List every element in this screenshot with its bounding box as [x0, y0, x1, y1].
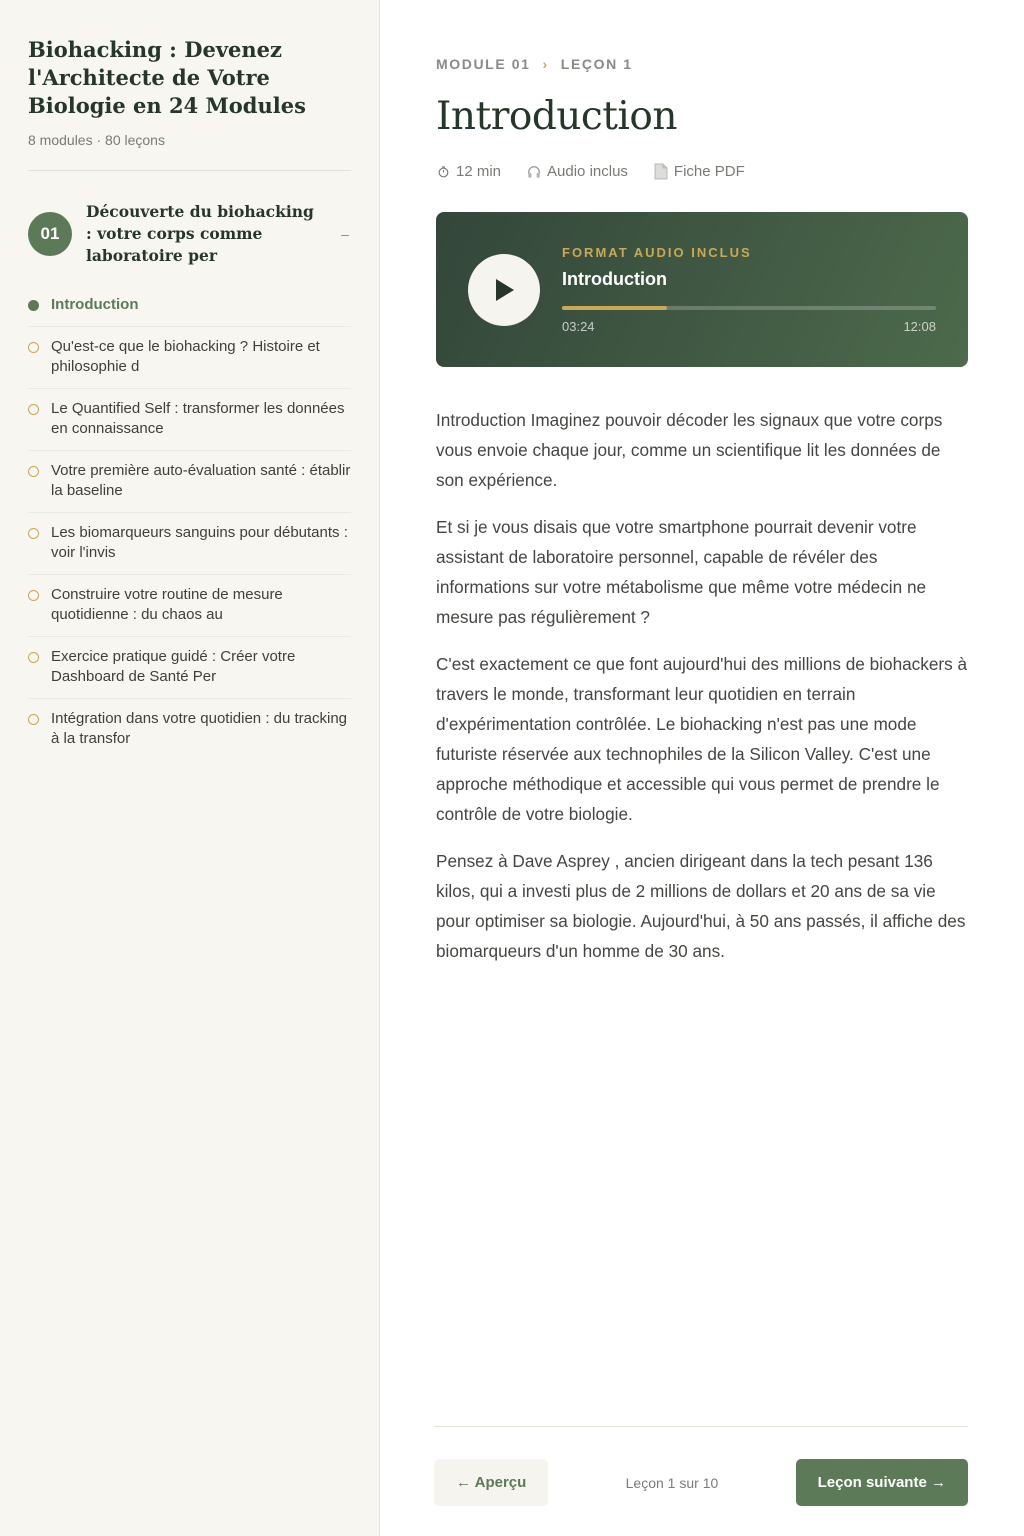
- document-icon: [654, 164, 668, 180]
- next-lesson-button[interactable]: Leçon suivante →: [796, 1459, 968, 1506]
- lesson-status-dot-icon: [28, 404, 39, 415]
- lesson-status-dot-icon: [28, 342, 39, 353]
- lesson-status-dot-icon: [28, 590, 39, 601]
- play-icon: [492, 277, 516, 303]
- lesson-status-dot-icon: [28, 528, 39, 539]
- audio-total-time: 12:08: [903, 319, 936, 334]
- lesson-status-dot-icon: [28, 466, 39, 477]
- lesson-status-dot-icon: [28, 300, 39, 311]
- lesson-counter: Leçon 1 sur 10: [625, 1474, 719, 1491]
- sidebar-lesson-item[interactable]: [28, 513, 351, 575]
- lesson-meta: [436, 163, 968, 180]
- lesson-navigation: [434, 1426, 968, 1536]
- pdf-meta[interactable]: [654, 163, 745, 180]
- sidebar-lesson-item[interactable]: [28, 451, 351, 513]
- audio-player: [436, 212, 968, 367]
- lesson-label: Les biomarqueurs sanguins pour débutants : voir l'invis: [51, 524, 348, 561]
- breadcrumb-lesson: LEÇON 1: [560, 56, 633, 72]
- previous-lesson-button[interactable]: ← Aperçu: [434, 1459, 548, 1506]
- lesson-label: Votre première auto-évaluation santé : établir la baseline: [51, 462, 351, 499]
- duration-text: 12 min: [456, 163, 502, 180]
- breadcrumb: [436, 56, 968, 72]
- module-title: Découverte du biohacking : votre corps comme laboratoire per: [86, 202, 314, 265]
- audio-progress-bar[interactable]: [562, 306, 936, 310]
- duration-meta: [436, 163, 501, 180]
- lesson-label: Qu'est-ce que le biohacking ? Histoire et philosophie d: [51, 338, 320, 375]
- audio-kicker: FORMAT AUDIO INCLUS: [562, 245, 752, 260]
- collapse-icon[interactable]: –: [341, 226, 349, 242]
- lesson-list: [28, 285, 351, 760]
- lesson-paragraph: Pensez à Dave Asprey , ancien dirigeant dans la tech pesant 136 kilos, qui a investi plus de 2 millions de dollars et 20 ans de sa vie pour optimiser sa biologie. Aujourd'hui, à 50 ans passés, il affiche des biomarqueurs d'un homme de 30 ans.: [436, 851, 966, 961]
- lesson-paragraph: Introduction Imaginez pouvoir décoder les signaux que votre corps vous envoie chaque jour, comme un scientifique lit les données de son expérience.: [436, 410, 943, 490]
- headphones-icon: [527, 164, 541, 180]
- lesson-body: [436, 405, 968, 966]
- audio-title: Introduction: [562, 269, 667, 289]
- audio-included-text: Audio inclus: [547, 163, 628, 180]
- audio-info: [562, 245, 936, 334]
- sidebar-lesson-introduction[interactable]: [28, 285, 351, 327]
- sidebar-divider: [28, 170, 351, 171]
- module-number-badge: 01: [28, 212, 72, 256]
- lesson-status-dot-icon: [28, 652, 39, 663]
- pdf-sheet-text: Fiche PDF: [673, 163, 745, 180]
- audio-meta: [527, 163, 628, 180]
- course-meta: 8 modules · 80 leçons: [28, 132, 165, 148]
- breadcrumb-module[interactable]: MODULE 01: [436, 56, 531, 72]
- sidebar: [0, 0, 380, 1536]
- lesson-paragraph: Et si je vous disais que votre smartphone pourrait devenir votre assistant de laboratoire personnel, capable de révéler des informations sur votre métabolisme que même votre médecin ne mesure pas régulièrement ?: [436, 517, 927, 627]
- sidebar-lesson-item[interactable]: [28, 389, 351, 451]
- timer-icon: [436, 164, 450, 180]
- module-header[interactable]: [28, 201, 351, 267]
- sidebar-lesson-item[interactable]: [28, 637, 351, 699]
- page-title: Introduction: [436, 94, 677, 139]
- lesson-label: Le Quantified Self : transformer les données en connaissance: [51, 400, 345, 437]
- sidebar-lesson-item[interactable]: [28, 575, 351, 637]
- breadcrumb-separator-icon: ›: [542, 56, 549, 72]
- lesson-status-dot-icon: [28, 714, 39, 725]
- lesson-label: Intégration dans votre quotidien : du tracking à la transfor: [51, 710, 348, 747]
- lesson-content: [380, 0, 1024, 1536]
- lesson-label: Introduction: [51, 296, 139, 313]
- course-title: Biohacking : Devenez l'Architecte de Votre Biologie en 24 Modules: [28, 37, 306, 118]
- audio-current-time: 03:24: [562, 319, 595, 334]
- sidebar-lesson-item[interactable]: [28, 699, 351, 760]
- lesson-paragraph: C'est exactement ce que font aujourd'hui des millions de biohackers à travers le monde, transformant leur quotidien en terrain d'expérimentation contrôlée. Le biohacking n'est pas une mode futuriste réservée aux technophiles de la Silicon Valley. C'est une approche méthodique et accessible qui vous permet de prendre le contrôle de votre biologie.: [436, 654, 968, 824]
- play-button[interactable]: [468, 254, 540, 326]
- lesson-label: Construire votre routine de mesure quotidienne : du chaos au: [51, 586, 283, 623]
- lesson-label: Exercice pratique guidé : Créer votre Dashboard de Santé Per: [51, 648, 296, 685]
- sidebar-lesson-item[interactable]: [28, 327, 351, 389]
- audio-progress-fill: [562, 306, 667, 310]
- audio-time-row: [562, 319, 936, 334]
